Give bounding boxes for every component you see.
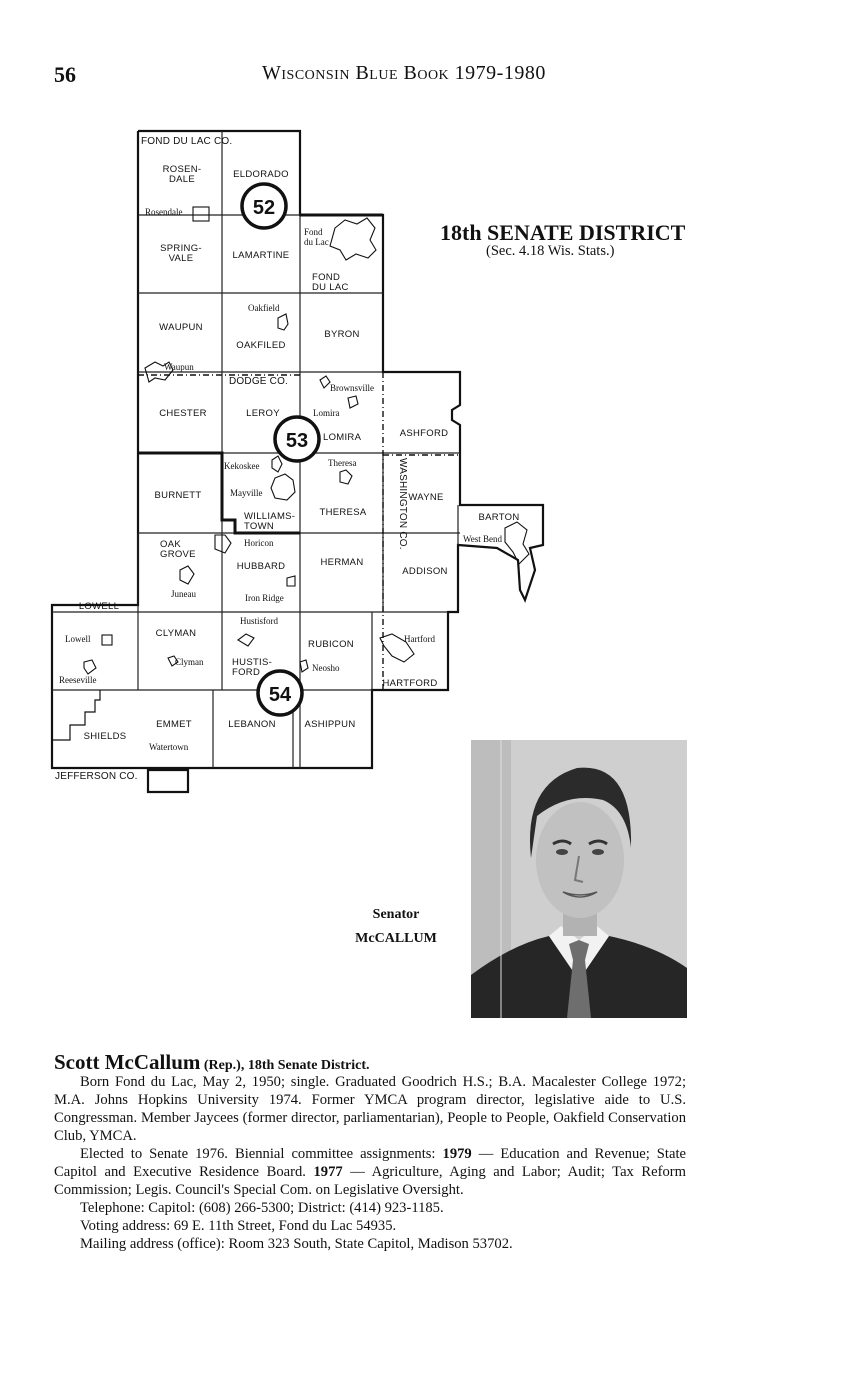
bio-committees xyxy=(54,1145,686,1199)
district-54-label: 54 xyxy=(268,684,292,706)
map-label-cities-hartford: Hartford xyxy=(404,634,435,644)
map-label-townships-springvale: SPRING-VALE xyxy=(160,243,202,264)
map-label-townships-fond-du-lac: FOND DU LAC xyxy=(312,272,349,293)
map-label-townships-ashippun: ASHIPPUN xyxy=(304,719,356,730)
map-label-townships-oakfield: OAKFILED xyxy=(236,340,286,351)
map-label-townships-herman: HERMAN xyxy=(320,557,364,568)
map-label-townships-williamstown: WILLIAMS-TOWN xyxy=(244,511,296,532)
map-label-cities-hustisford: Hustisford xyxy=(240,616,278,626)
map-label-townships-lebanon: LEBANON xyxy=(228,719,276,730)
running-head: Wisconsin Blue Book 1979-1980 xyxy=(262,62,546,84)
map-label-townships-byron: BYRON xyxy=(324,329,360,340)
map-label-cities-waupun: Waupun xyxy=(164,362,194,372)
district-title: 18th SENATE DISTRICT xyxy=(440,220,686,245)
map-label-townships-hartford: HARTFORD xyxy=(382,678,438,689)
map-label-cities-lowell: Lowell xyxy=(65,634,91,644)
bio-telephone: Telephone: Capitol: (608) 266-5300; District: (414) 923-1185. xyxy=(80,1200,444,1216)
district-52-label: 52 xyxy=(252,197,276,219)
district-statute: (Sec. 4.18 Wis. Stats.) xyxy=(486,243,615,259)
bio-voting-address: Voting address: 69 E. 11th Street, Fond du Lac 54935. xyxy=(80,1218,397,1234)
map-label-townships-shields: SHIELDS xyxy=(83,731,127,742)
committees-1977: — Agriculture, Aging and Labor; Audit; Tax Reform Commission; Legis. Council's Special Com. on Legislative Oversight. xyxy=(54,1164,686,1198)
map-label-cities-kekoskee: Kekoskee xyxy=(224,461,260,471)
map-label-townships-waupun: WAUPUN xyxy=(159,322,203,333)
assembly-district-markers xyxy=(242,184,319,715)
map-label-cities-fond-du-lac: Fond du Lac xyxy=(304,227,329,247)
map-label-cities-juneau: Juneau xyxy=(171,589,196,599)
page-number: 56 xyxy=(54,62,76,87)
map-label-cities-watertown: Watertown xyxy=(149,742,189,752)
map-label-cities-lomira: Lomira xyxy=(313,408,340,418)
map-label-cities-reeseville: Reeseville xyxy=(59,675,97,685)
map-label-counties-washington: WASHINGTON CO. xyxy=(397,458,408,550)
map-label-townships-oak-grove: OAK GROVE xyxy=(160,539,196,560)
portrait-illustration xyxy=(471,740,687,1018)
map-label-counties-dodge: DODGE CO. xyxy=(229,376,289,387)
map-label-cities-west-bend: West Bend xyxy=(463,534,503,544)
map-label-townships-burnett: BURNETT xyxy=(154,490,202,501)
map-label-townships-emmet: EMMET xyxy=(156,719,192,730)
caption-title: Senator xyxy=(372,907,420,922)
map-label-townships-lomira: LOMIRA xyxy=(323,432,362,443)
map-label-townships-ashford: ASHFORD xyxy=(399,428,449,439)
party-district: (Rep.), 18th Senate District. xyxy=(200,1058,370,1073)
map-label-townships-rosendale: ROSEN-DALE xyxy=(162,164,202,185)
committees-1979: — Education and Revenue; State Capitol and Executive Residence Board. xyxy=(54,1146,686,1180)
map-label-townships-leroy: LEROY xyxy=(246,408,280,419)
map-label-cities-oakfield: Oakfield xyxy=(248,303,280,313)
map-label-townships-lamartine: LAMARTINE xyxy=(232,250,290,261)
senator-portrait xyxy=(471,740,687,1018)
bio-heading xyxy=(54,1050,694,1075)
bio-mailing-address: Mailing address (office): Room 323 South, State Capitol, Madison 53702. xyxy=(80,1236,513,1252)
map-label-cities-horicon: Horicon xyxy=(244,538,274,548)
map-label-cities-iron-ridge: Iron Ridge xyxy=(245,593,284,603)
map-label-townships-wayne: WAYNE xyxy=(408,492,444,503)
committees-year-1977: 1977 xyxy=(313,1164,343,1180)
map-label-townships-addison: ADDISON xyxy=(402,566,448,577)
committees-intro: Elected to Senate 1976. Biennial committee assignments: xyxy=(80,1146,443,1162)
map-label-cities-theresa: Theresa xyxy=(328,458,357,468)
map-label-townships-eldorado: ELDORADO xyxy=(233,169,289,180)
map-label-cities-clyman: Clyman xyxy=(175,657,204,667)
committees-year-1979: 1979 xyxy=(442,1146,472,1162)
map-label-cities-rosendale: Rosendale xyxy=(145,207,183,217)
biography xyxy=(54,1073,686,1253)
map-label-counties-jefferson: JEFFERSON CO. xyxy=(55,771,138,782)
map-label-townships-barton: BARTON xyxy=(478,512,520,523)
district-53-label: 53 xyxy=(285,430,309,452)
map-label-townships-theresa: THERESA xyxy=(319,507,367,518)
map-label-townships-rubicon: RUBICON xyxy=(308,639,354,650)
map-label-cities-neosho: Neosho xyxy=(312,663,340,673)
map-label-townships-clyman: CLYMAN xyxy=(155,628,197,639)
senator-name: Scott McCallum xyxy=(54,1050,201,1074)
map-label-cities-brownsville: Brownsville xyxy=(330,383,374,393)
map-label-cities-mayville: Mayville xyxy=(230,488,263,498)
map-label-townships-lowell: LOWELL xyxy=(78,601,120,612)
map-label-counties-fond-du-lac: FOND DU LAC CO. xyxy=(141,136,233,147)
map-label-townships-chester: CHESTER xyxy=(159,408,207,419)
bio-background: Born Fond du Lac, May 2, 1950; single. Graduated Goodrich H.S.; B.A. Macalester College 1972; M.A. Johns Hopkins University 1974. Former YMCA program director, legislative aide to U.S. Congressman. Member Jaycees (former director, parliamentarian), People to People, Oakfield Conservation Club, YMCA. xyxy=(54,1074,686,1144)
caption-name: McCALLUM xyxy=(355,931,437,946)
map-label-townships-hubbard: HUBBARD xyxy=(236,561,286,572)
map-label-townships-hustisford: HUSTIS-FORD xyxy=(232,657,273,678)
